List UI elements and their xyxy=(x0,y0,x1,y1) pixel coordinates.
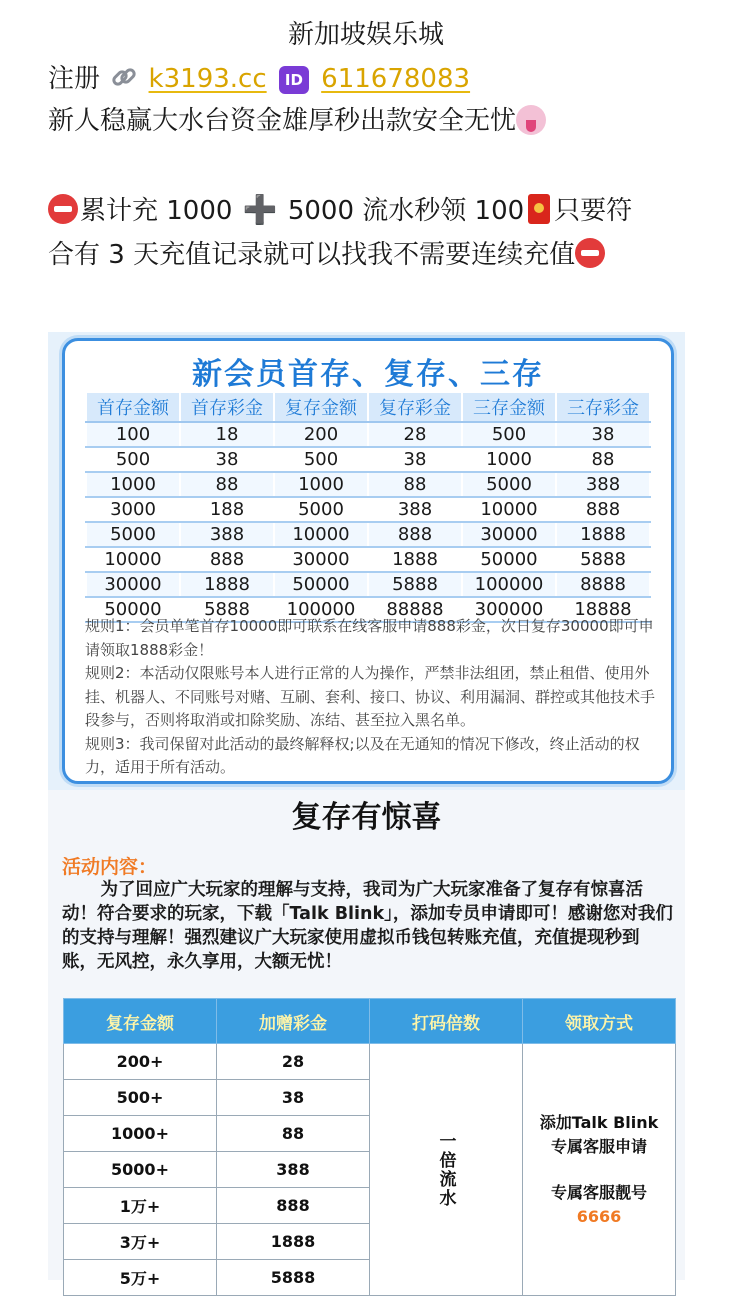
table-row xyxy=(86,547,650,572)
bonus-table xyxy=(85,391,651,623)
activity-label: 活动内容： xyxy=(62,856,158,878)
header-cell: 三存金额 xyxy=(462,392,556,422)
redeposit-table xyxy=(63,998,676,1296)
table-cell: 388 xyxy=(180,522,274,547)
table-cell: 28 xyxy=(217,1044,370,1080)
promo-image-deposit-bonus[interactable] xyxy=(48,332,685,790)
table-cell: 888 xyxy=(180,547,274,572)
header-cell: 复存金额 xyxy=(64,999,217,1044)
activity-text: 为了回应广大玩家的理解与支持，我司为广大玩家准备了复存有惊喜活动！符合要求的玩家，下载「Talk Blink」，添加专员申请即可！感谢您对我们的支持与理解！强烈建议广大玩家使用虚拟币钱包转账充值，充值提现秒到账，无风控，永久享用，大额无忧！ xyxy=(62,880,673,972)
table-cell: 500 xyxy=(86,447,180,472)
table-cell: 3000 xyxy=(86,497,180,522)
table-cell: 1000 xyxy=(86,472,180,497)
table-cell: 38 xyxy=(180,447,274,472)
table-cell: 500 xyxy=(274,447,368,472)
table-cell: 300000 xyxy=(462,597,556,622)
table-cell: 88 xyxy=(217,1116,370,1152)
table-row xyxy=(86,472,650,497)
redeposit-table-header xyxy=(64,999,676,1044)
table-cell: 30000 xyxy=(86,572,180,597)
claim-number: 6666 xyxy=(576,1206,622,1226)
claim-line-3: 专属客服靓号 xyxy=(550,1182,647,1202)
link-icon xyxy=(110,63,138,98)
table-cell: 1888 xyxy=(217,1224,370,1260)
register-line xyxy=(48,58,470,98)
table-cell: 1000 xyxy=(274,472,368,497)
table-cell: 200 xyxy=(274,422,368,447)
table-row xyxy=(86,522,650,547)
table-cell: 5888 xyxy=(556,547,650,572)
table-cell: 100000 xyxy=(274,597,368,622)
bonus-card xyxy=(62,338,674,784)
table-cell: 88 xyxy=(556,447,650,472)
bonus-text-b: 5000 流水秒领 100 xyxy=(287,196,525,226)
table-cell: 5000 xyxy=(462,472,556,497)
bonus-text-c: 只要符 xyxy=(554,196,633,226)
table-cell: 200+ xyxy=(64,1044,217,1080)
table-cell: 888 xyxy=(556,497,650,522)
table-cell: 50000 xyxy=(462,547,556,572)
header-cell: 加赠彩金 xyxy=(217,999,370,1044)
rule-3: 规则3：我司保留对此活动的最终解释权;以及在无通知的情况下修改，终止活动的权力，适用于所有活动。 xyxy=(85,734,640,776)
header-cell: 首存彩金 xyxy=(180,392,274,422)
table-cell: 388 xyxy=(368,497,462,522)
table-cell: 28 xyxy=(368,422,462,447)
id-badge-icon: ID xyxy=(279,66,309,94)
table-cell: 38 xyxy=(217,1080,370,1116)
header-cell: 复存金额 xyxy=(274,392,368,422)
table-cell: 1000+ xyxy=(64,1116,217,1152)
tongue-face-icon xyxy=(516,105,546,135)
table-cell: 10000 xyxy=(462,497,556,522)
claim-line-2: 专属客服申请 xyxy=(550,1136,647,1156)
table-cell: 50000 xyxy=(274,572,368,597)
table-cell: 1888 xyxy=(556,522,650,547)
table-cell: 100 xyxy=(86,422,180,447)
promo-line xyxy=(48,100,546,137)
table-cell: 100000 xyxy=(462,572,556,597)
header-cell: 首存金额 xyxy=(86,392,180,422)
rule-2: 规则2：本活动仅限账号本人进行正常的人为操作，严禁非法组团，禁止租借、使用外挂、机器人、不同账号对赌、互刷、套利、接口、协议、利用漏洞、群控或其他技术手段参与，否则将取消或扣除奖励、冻结、甚至拉入黑名单。 xyxy=(85,664,656,729)
table-cell: 30000 xyxy=(274,547,368,572)
promo-image-redeposit[interactable] xyxy=(48,790,685,1288)
red-envelope-icon xyxy=(528,194,550,224)
table-cell: 38 xyxy=(556,422,650,447)
table-row xyxy=(86,422,650,447)
table-cell: 18 xyxy=(180,422,274,447)
bonus-text-a: 累计充 1000 xyxy=(80,196,233,226)
table-cell: 5888 xyxy=(217,1260,370,1296)
table-cell: 3万+ xyxy=(64,1224,217,1260)
no-entry-icon xyxy=(575,238,605,268)
table-cell: 5000 xyxy=(274,497,368,522)
table-cell: 1888 xyxy=(368,547,462,572)
table-cell: 1888 xyxy=(180,572,274,597)
site-link[interactable]: k3193.cc xyxy=(148,64,267,94)
table-cell: 5888 xyxy=(180,597,274,622)
table-cell: 1万+ xyxy=(64,1188,217,1224)
table-cell: 30000 xyxy=(462,522,556,547)
table-cell: 10000 xyxy=(86,547,180,572)
header-cell: 复存彩金 xyxy=(368,392,462,422)
table-row xyxy=(86,447,650,472)
multiplier-cell xyxy=(370,1044,523,1296)
card-title: 新会员首存、复存、三存 xyxy=(192,357,544,392)
post-title: 新加坡娱乐城 xyxy=(287,20,444,50)
header-cell: 三存彩金 xyxy=(556,392,650,422)
table-cell: 8888 xyxy=(556,572,650,597)
table-cell: 388 xyxy=(217,1152,370,1188)
bonus-line xyxy=(48,190,632,227)
claim-cell xyxy=(523,1044,676,1296)
table-cell: 38 xyxy=(368,447,462,472)
table-cell: 88888 xyxy=(368,597,462,622)
id-number-link[interactable]: 611678083 xyxy=(321,64,471,94)
claim-line-1: 添加Talk Blink xyxy=(539,1112,659,1132)
table-cell: 500 xyxy=(462,422,556,447)
table-cell: 18888 xyxy=(556,597,650,622)
rule-1: 规则1：会员单笔首存10000即可联系在线客服申请888彩金，次日复存30000即可申请领取1888彩金！ xyxy=(85,617,654,659)
condition-line xyxy=(48,234,607,271)
table-cell: 88 xyxy=(368,472,462,497)
table-cell: 388 xyxy=(556,472,650,497)
table-cell: 500+ xyxy=(64,1080,217,1116)
table-row xyxy=(86,497,650,522)
redeposit-title: 复存有惊喜 xyxy=(291,800,442,835)
header-cell: 领取方式 xyxy=(523,999,676,1044)
table-cell: 1000 xyxy=(462,447,556,472)
table-cell: 10000 xyxy=(274,522,368,547)
table-cell: 88 xyxy=(180,472,274,497)
table-row xyxy=(86,572,650,597)
no-entry-icon xyxy=(48,194,78,224)
table-cell: 5000+ xyxy=(64,1152,217,1188)
heavy-plus-icon: ➕ xyxy=(242,193,278,226)
table-cell: 888 xyxy=(368,522,462,547)
table-cell: 50000 xyxy=(86,597,180,622)
promo-text: 新人稳赢大水台资金雄厚秒出款安全无忧 xyxy=(48,106,517,136)
register-label: 注册 xyxy=(48,64,101,94)
rules-text xyxy=(85,615,665,780)
table-cell: 5000 xyxy=(86,522,180,547)
table-cell: 888 xyxy=(217,1188,370,1224)
header-cell: 打码倍数 xyxy=(370,999,523,1044)
table-cell: 188 xyxy=(180,497,274,522)
condition-text: 合有 3 天充值记录就可以找我不需要连续充值 xyxy=(48,240,576,270)
bonus-table-header xyxy=(86,392,650,422)
multiplier-text: 一倍流水 xyxy=(435,1131,456,1208)
table-cell: 5万+ xyxy=(64,1260,217,1296)
table-row xyxy=(64,1044,676,1080)
table-cell: 5888 xyxy=(368,572,462,597)
